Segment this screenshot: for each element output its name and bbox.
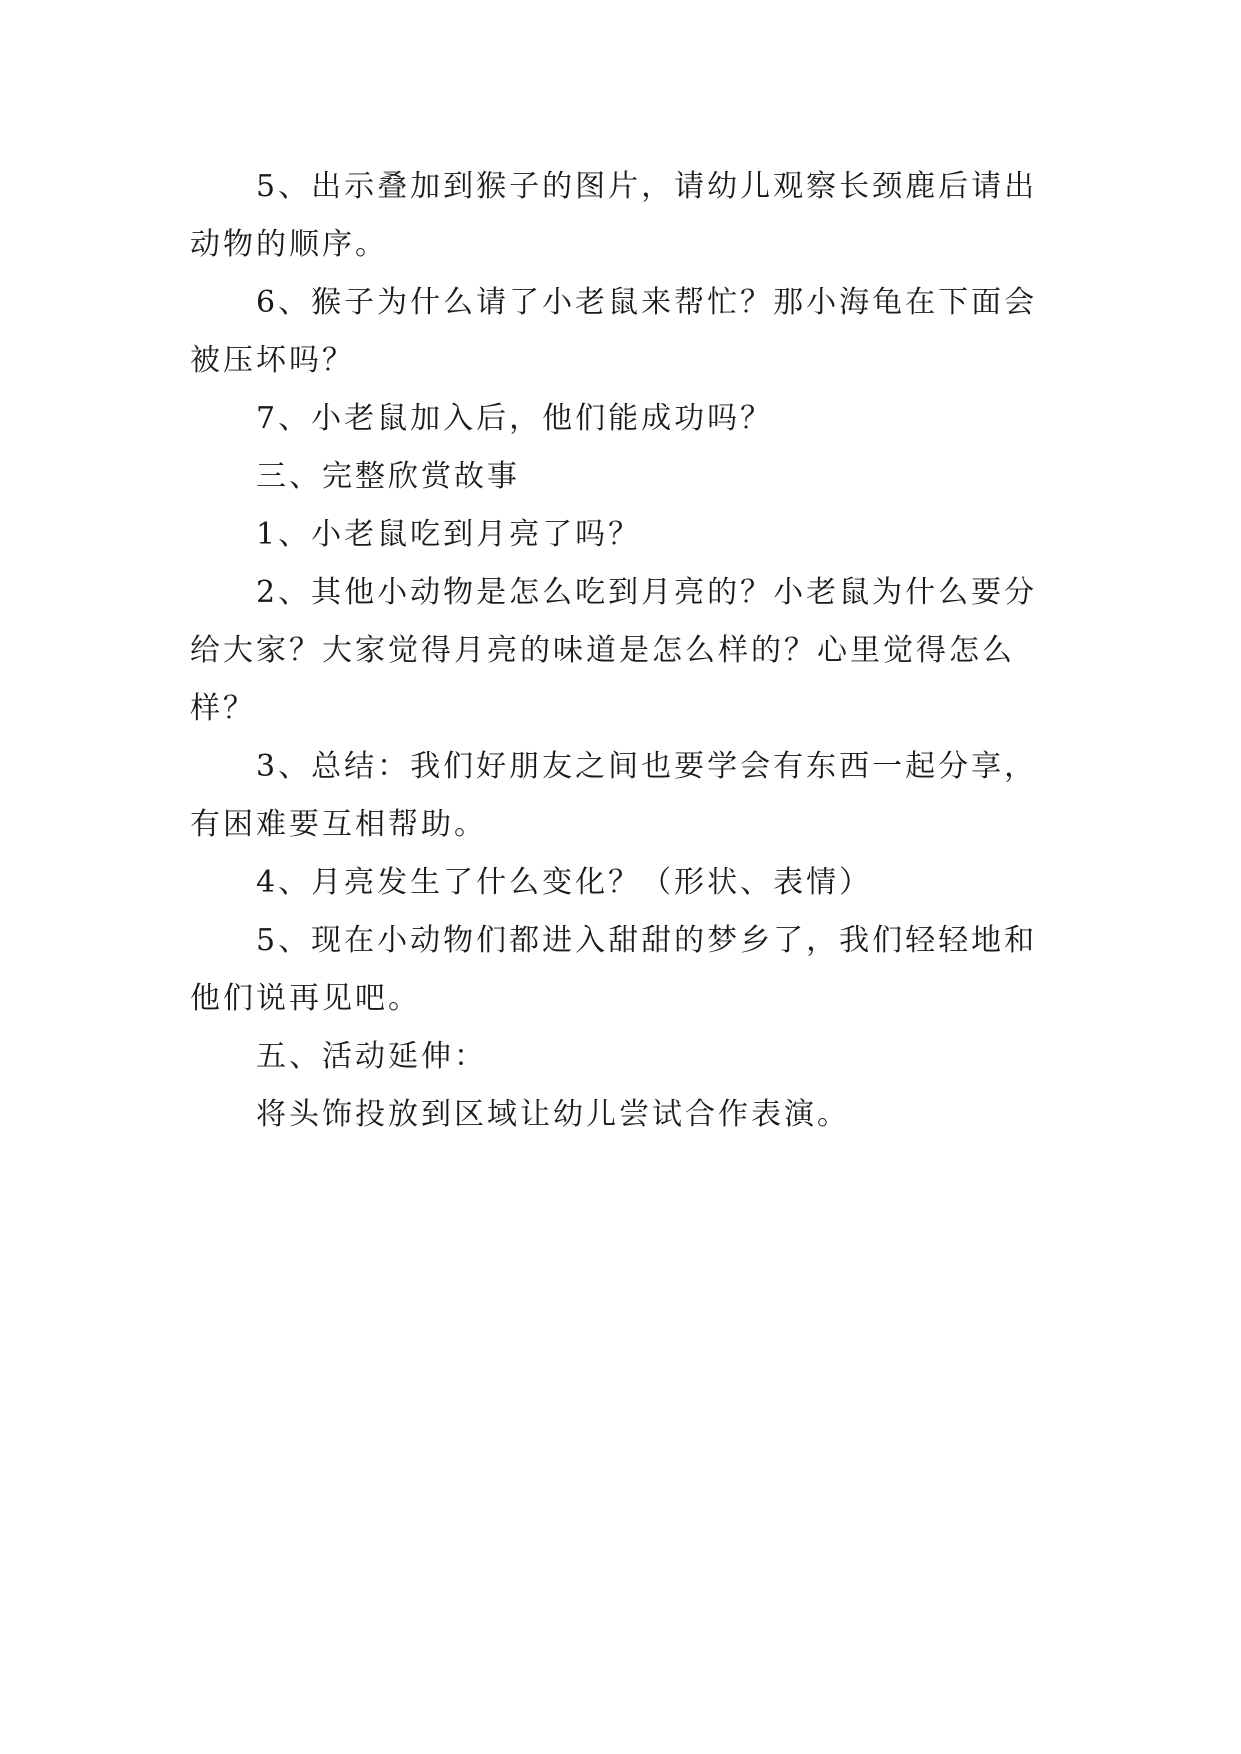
document-body [190,158,1050,1144]
paragraph: 4、月亮发生了什么变化？（形状、表情） [256,865,873,900]
paragraph: 7、小老鼠加入后，他们能成功吗？ [256,401,774,436]
paragraph: 将头饰投放到区域让幼儿尝试合作表演。 [256,1097,850,1132]
paragraph: 5、出示叠加到猴子的图片，请幼儿观察长颈鹿后请出动物的顺序。 [190,169,1038,262]
paragraph: 2、其他小动物是怎么吃到月亮的？小老鼠为什么要分给大家？大家觉得月亮的味道是怎么样的？心里觉得怎么样？ [190,575,1038,726]
paragraph: 3、总结：我们好朋友之间也要学会有东西一起分享，有困难要互相帮助。 [190,749,1038,842]
paragraph: 6、猴子为什么请了小老鼠来帮忙？那小海龟在下面会被压坏吗？ [190,285,1038,378]
paragraph: 1、小老鼠吃到月亮了吗？ [256,517,642,552]
paragraph: 5、现在小动物们都进入甜甜的梦乡了，我们轻轻地和他们说再见吧。 [190,923,1038,1016]
section-heading: 五、活动延伸： [256,1039,487,1074]
section-heading: 三、完整欣赏故事 [256,459,520,494]
